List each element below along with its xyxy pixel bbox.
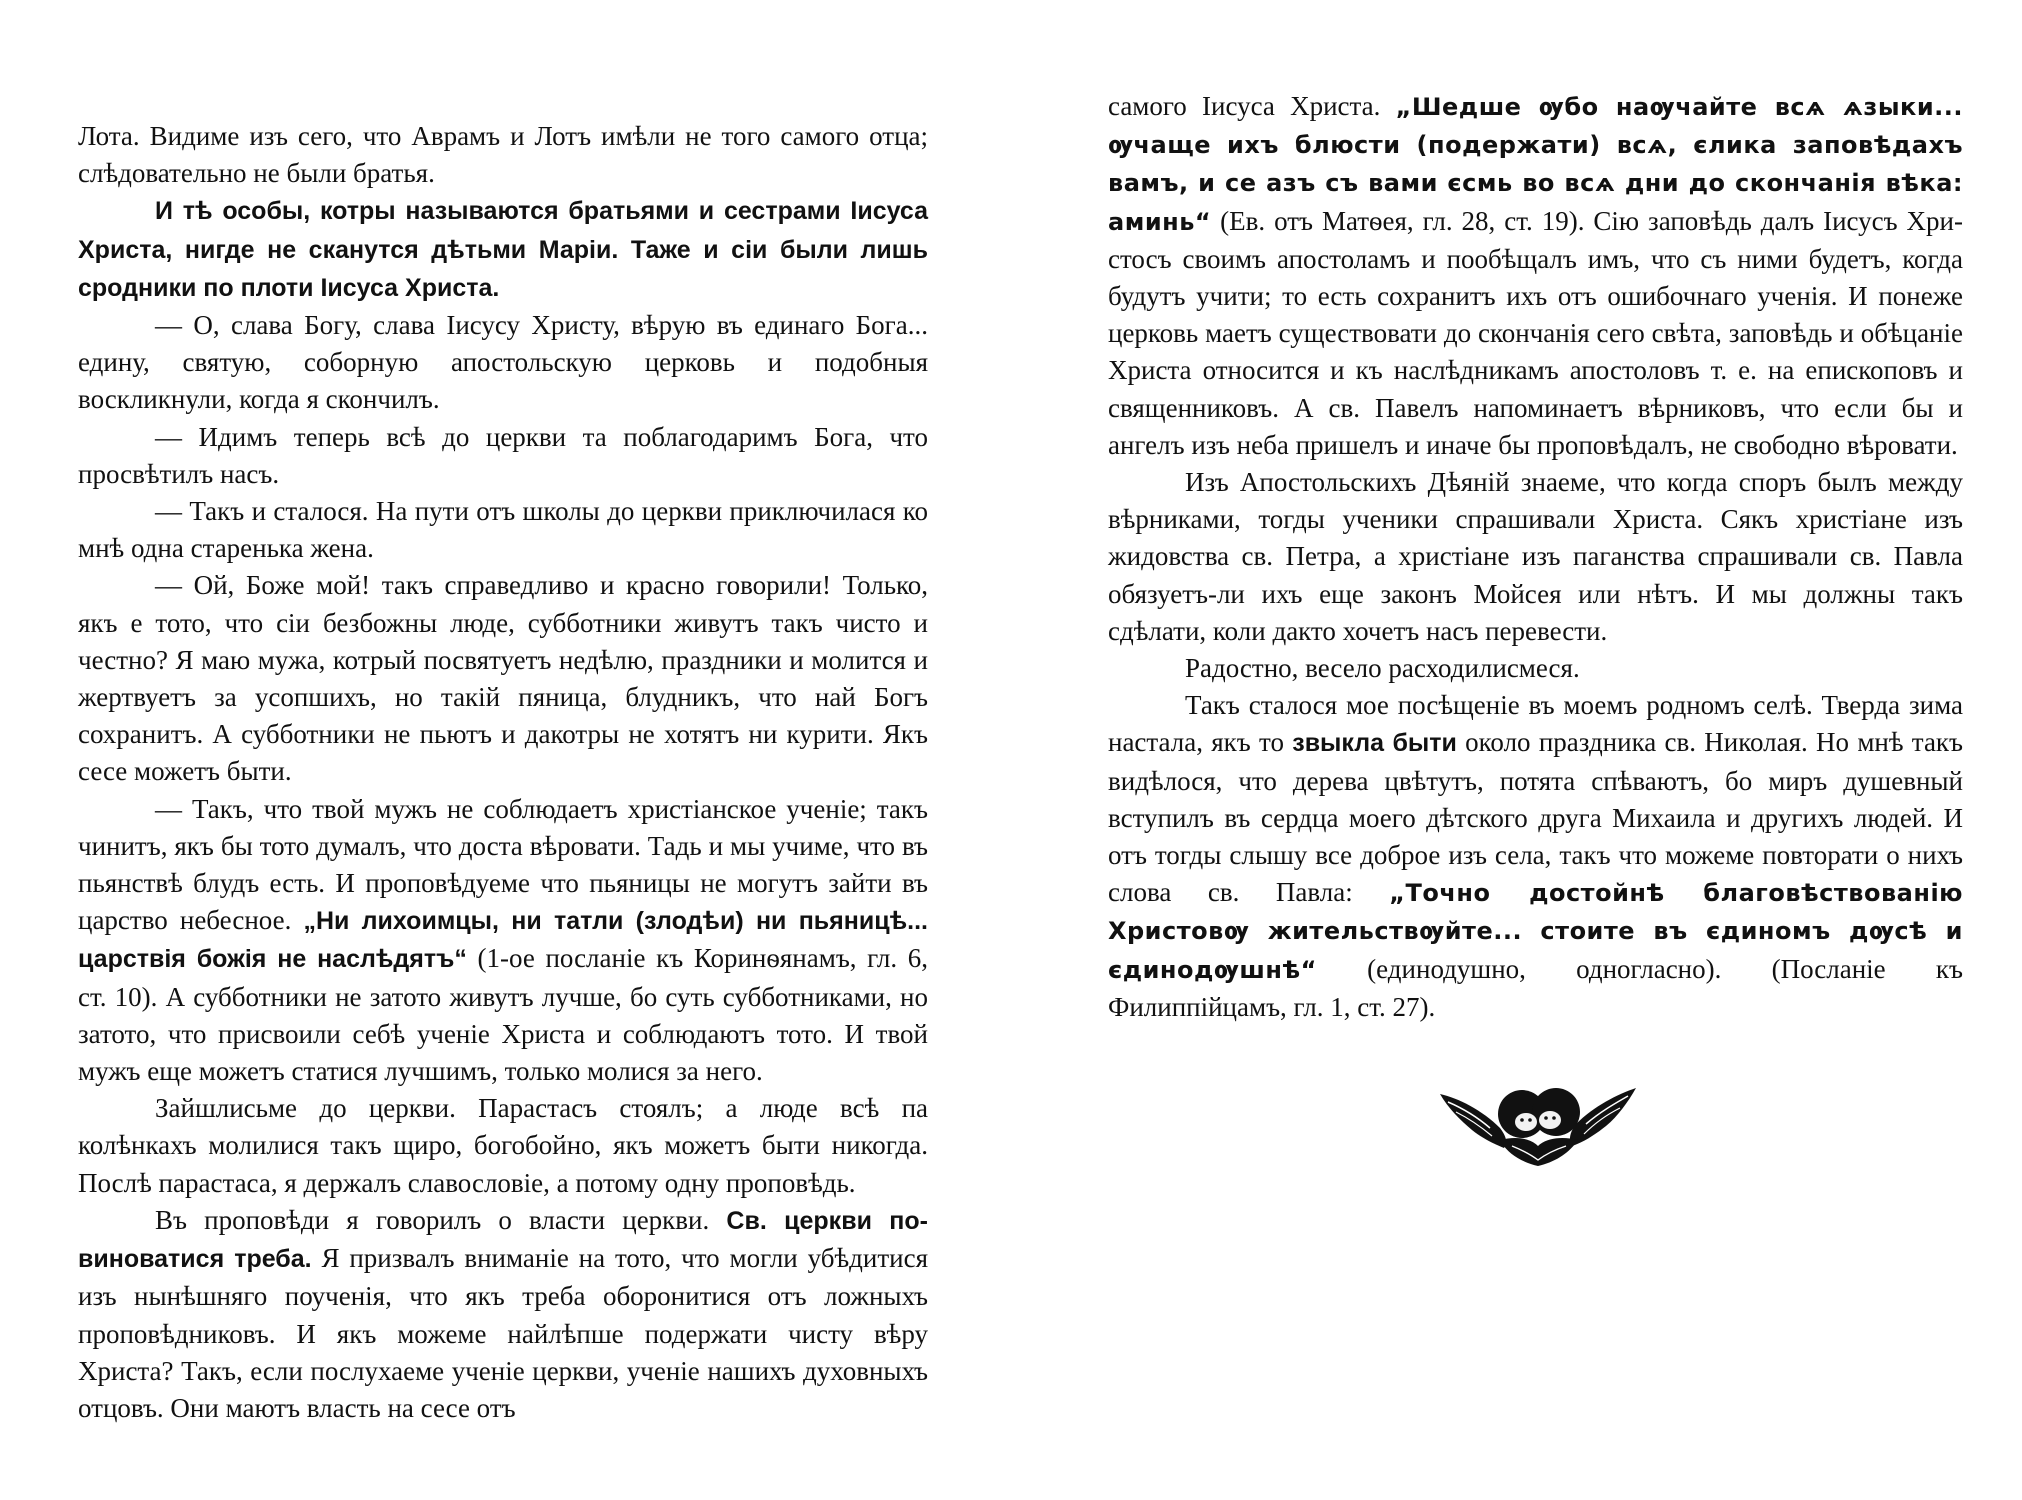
text-run-bold: Св. церкви повиноватися треба. (78, 1206, 928, 1274)
text-run: — Идимъ теперь всѣ до церкви та поблагодаримъ Бога, что просвѣтилъ насъ. (78, 421, 928, 489)
text-run: (единодушно, одногласно). (Посланіе къ Филиппійцамъ, гл. 1, ст. 27). (1108, 953, 1963, 1022)
text-run-bold: звыкла быти (1292, 729, 1457, 758)
text-run: Радостно, весело расходилисмеся. (1185, 653, 1580, 684)
text-run: около праздника св. Николая. Но мнѣ такъ видѣлося, что дерева цвѣтутъ, потята спѣваютъ, бо миръ душевный вступилъ въ сердца моего дѣтского друга Михаила и другихъ людей. И отъ тогды слышу все доброе изъ села, такъ что можеме повторати о нихъ слова св. Павла: (1108, 727, 1964, 908)
paragraph (1108, 650, 1963, 687)
text-run: (Ев. отъ Матѳея, гл. 28, ст. 19). Сію заповѣдь далъ Іисусъ Христосъ своимъ апостоламъ и пообѣщалъ имъ, что съ ними будетъ, когда будутъ учити; то есть сохранитъ ихъ отъ ошибочнаго ученія. И понеже церковь маетъ существовати до скончанія сего свѣта, заповѣдь и обѣцаніе Христа относится и къ наслѣдникамъ апостоловъ т. е. на епископовъ и священниковъ. А св. Павелъ напоминаетъ вѣрниковъ, что если бы и ангелъ изъ неба пришелъ и иначе бы проповѣдалъ, не свободно вѣровати. (1108, 205, 1963, 460)
text-run-church-slavonic: „Шедше ѹбо наѹчайте всѧ ѧзыки... ѹчаще ихъ блюсти (подержати) всѧ, єлика заповѣдахъ вамъ, и се азъ съ вами єсмь во всѧ дни до скончанія вѣка: аминь“ (1108, 93, 1963, 236)
paragraph (1108, 687, 1963, 1026)
paragraph (78, 567, 928, 790)
paragraph (78, 118, 928, 192)
text-run-bold: „Ни лихоимцы, ни татли (злодѣи) ни пьяницѣ... царствія божія не наслѣдятъ“ (78, 907, 928, 974)
right-page (1108, 88, 1963, 1026)
text-run: Такъ сталося мое посѣщеніе въ моемъ родномъ селѣ. Тверда зима настала, якъ то (1108, 690, 1963, 758)
text-run: Зайшлисьме до церкви. Парастасъ стоялъ; а люде всѣ па колѣнкахъ молилися такъ щиро, богобойно, якъ можетъ быти никогда. Послѣ парастаса, я держалъ славословіе, а потому одну проповѣдь. (78, 1093, 928, 1198)
paragraph (78, 192, 928, 307)
text-run: Въ проповѣди я говорилъ о власти церкви. (155, 1204, 727, 1235)
text-run: Лота. Видиме изъ сего, что Аврамъ и Лотъ имѣли не того самого отца; слѣдовательно не были братья. (78, 121, 928, 189)
paragraph (78, 1090, 928, 1202)
paragraph (78, 493, 928, 567)
text-run: Изъ Апостольскихъ Дѣяній знаеме, что когда споръ былъ между вѣрниками, тогды ученики спрашивали Христа. Сякъ христіане изъ жидовства св. Петра, а христіане изъ паганства спрашивали св. Павла обязуетъ-ли ихъ еще законъ Мойсея или нѣтъ. И мы должны такъ сдѣлати, коли дакто хочетъ насъ перевести. (1108, 467, 1963, 646)
paragraph (1108, 464, 1963, 650)
text-run: самого Іисуса Христа. (1108, 91, 1396, 121)
text-run: — О, слава Богу, слава Іисусу Христу, вѣрую въ единаго Бога... едину, святую, соборную апостольскую церковь и подобныя воскликнули, когда я скончилъ. (78, 310, 928, 415)
text-run-bold: И тѣ особы, котры называются братьями и сестрами Іисуса Христа, нигде не сканутся дѣтьми Маріи. Таже и сіи были лишь сродники по плоти Іисуса Христа. (78, 197, 928, 302)
text-run: Я призвалъ вниманіе на тото, что могли убѣдитися изъ нынѣшняго поученія, что якъ треба оборонитися отъ ложныхъ проповѣдниковъ. И якъ можеме найлѣпше подержати чисту вѣру Христа? Такъ, если послухаеме ученіе церкви, ученіе нашихъ духовныхъ отцовъ. Они маютъ власть на сесе отъ (78, 1243, 928, 1423)
text-run-church-slavonic: „Точно достойнѣ благовѣствованію Христовѹ жительствѹйте... стоите въ єдиномъ дѹсѣ и єдинодѹшнѣ“ (1108, 879, 1963, 984)
text-run: — Такъ и сталося. На пути отъ школы до церкви приключилася ко мнѣ одна старенька жена. (78, 496, 928, 564)
paragraph (78, 419, 928, 493)
text-run: — Такъ, что твой мужъ не соблюдаетъ христіанское ученіе; такъ чинитъ, якъ бы тото думалъ, что доста вѣровати. Тадь и мы учиме, что въ пьянствѣ блудъ есть. И проповѣдуеме что пьяницы не могутъ зайти въ царство небесное. (78, 793, 928, 936)
text-run: — Ой, Боже мой! такъ справедливо и красно говорили! Только, якъ е тото, что сіи безбожны люде, субботники живутъ такъ чисто и честно? Я маю мужа, котрый посвятуетъ недѣлю, праздники и молится и жертвуетъ за усопшихъ, но такій пяница, блудникъ, что най Богъ сохранитъ. А субботники не пьютъ и дакотры не хотятъ ни курити. Якъ сесе можетъ быти. (78, 570, 928, 787)
paragraph (78, 791, 928, 1091)
left-page (78, 118, 928, 1427)
text-run: (1-ое посланіе къ Коринѳянамъ, гл. 6, ст. 10). А субботники не затото живутъ лучше, бо суть субботниками, но затото, что присвоили себѣ ученіе Христа и соблюдаютъ тото. И твой мужъ еще можетъ статися лучшимъ, только молися за него. (78, 943, 928, 1087)
cherub-ornament-icon (1438, 1080, 1638, 1172)
paragraph (78, 1202, 928, 1427)
paragraph (1108, 88, 1963, 464)
paragraph (78, 307, 928, 419)
